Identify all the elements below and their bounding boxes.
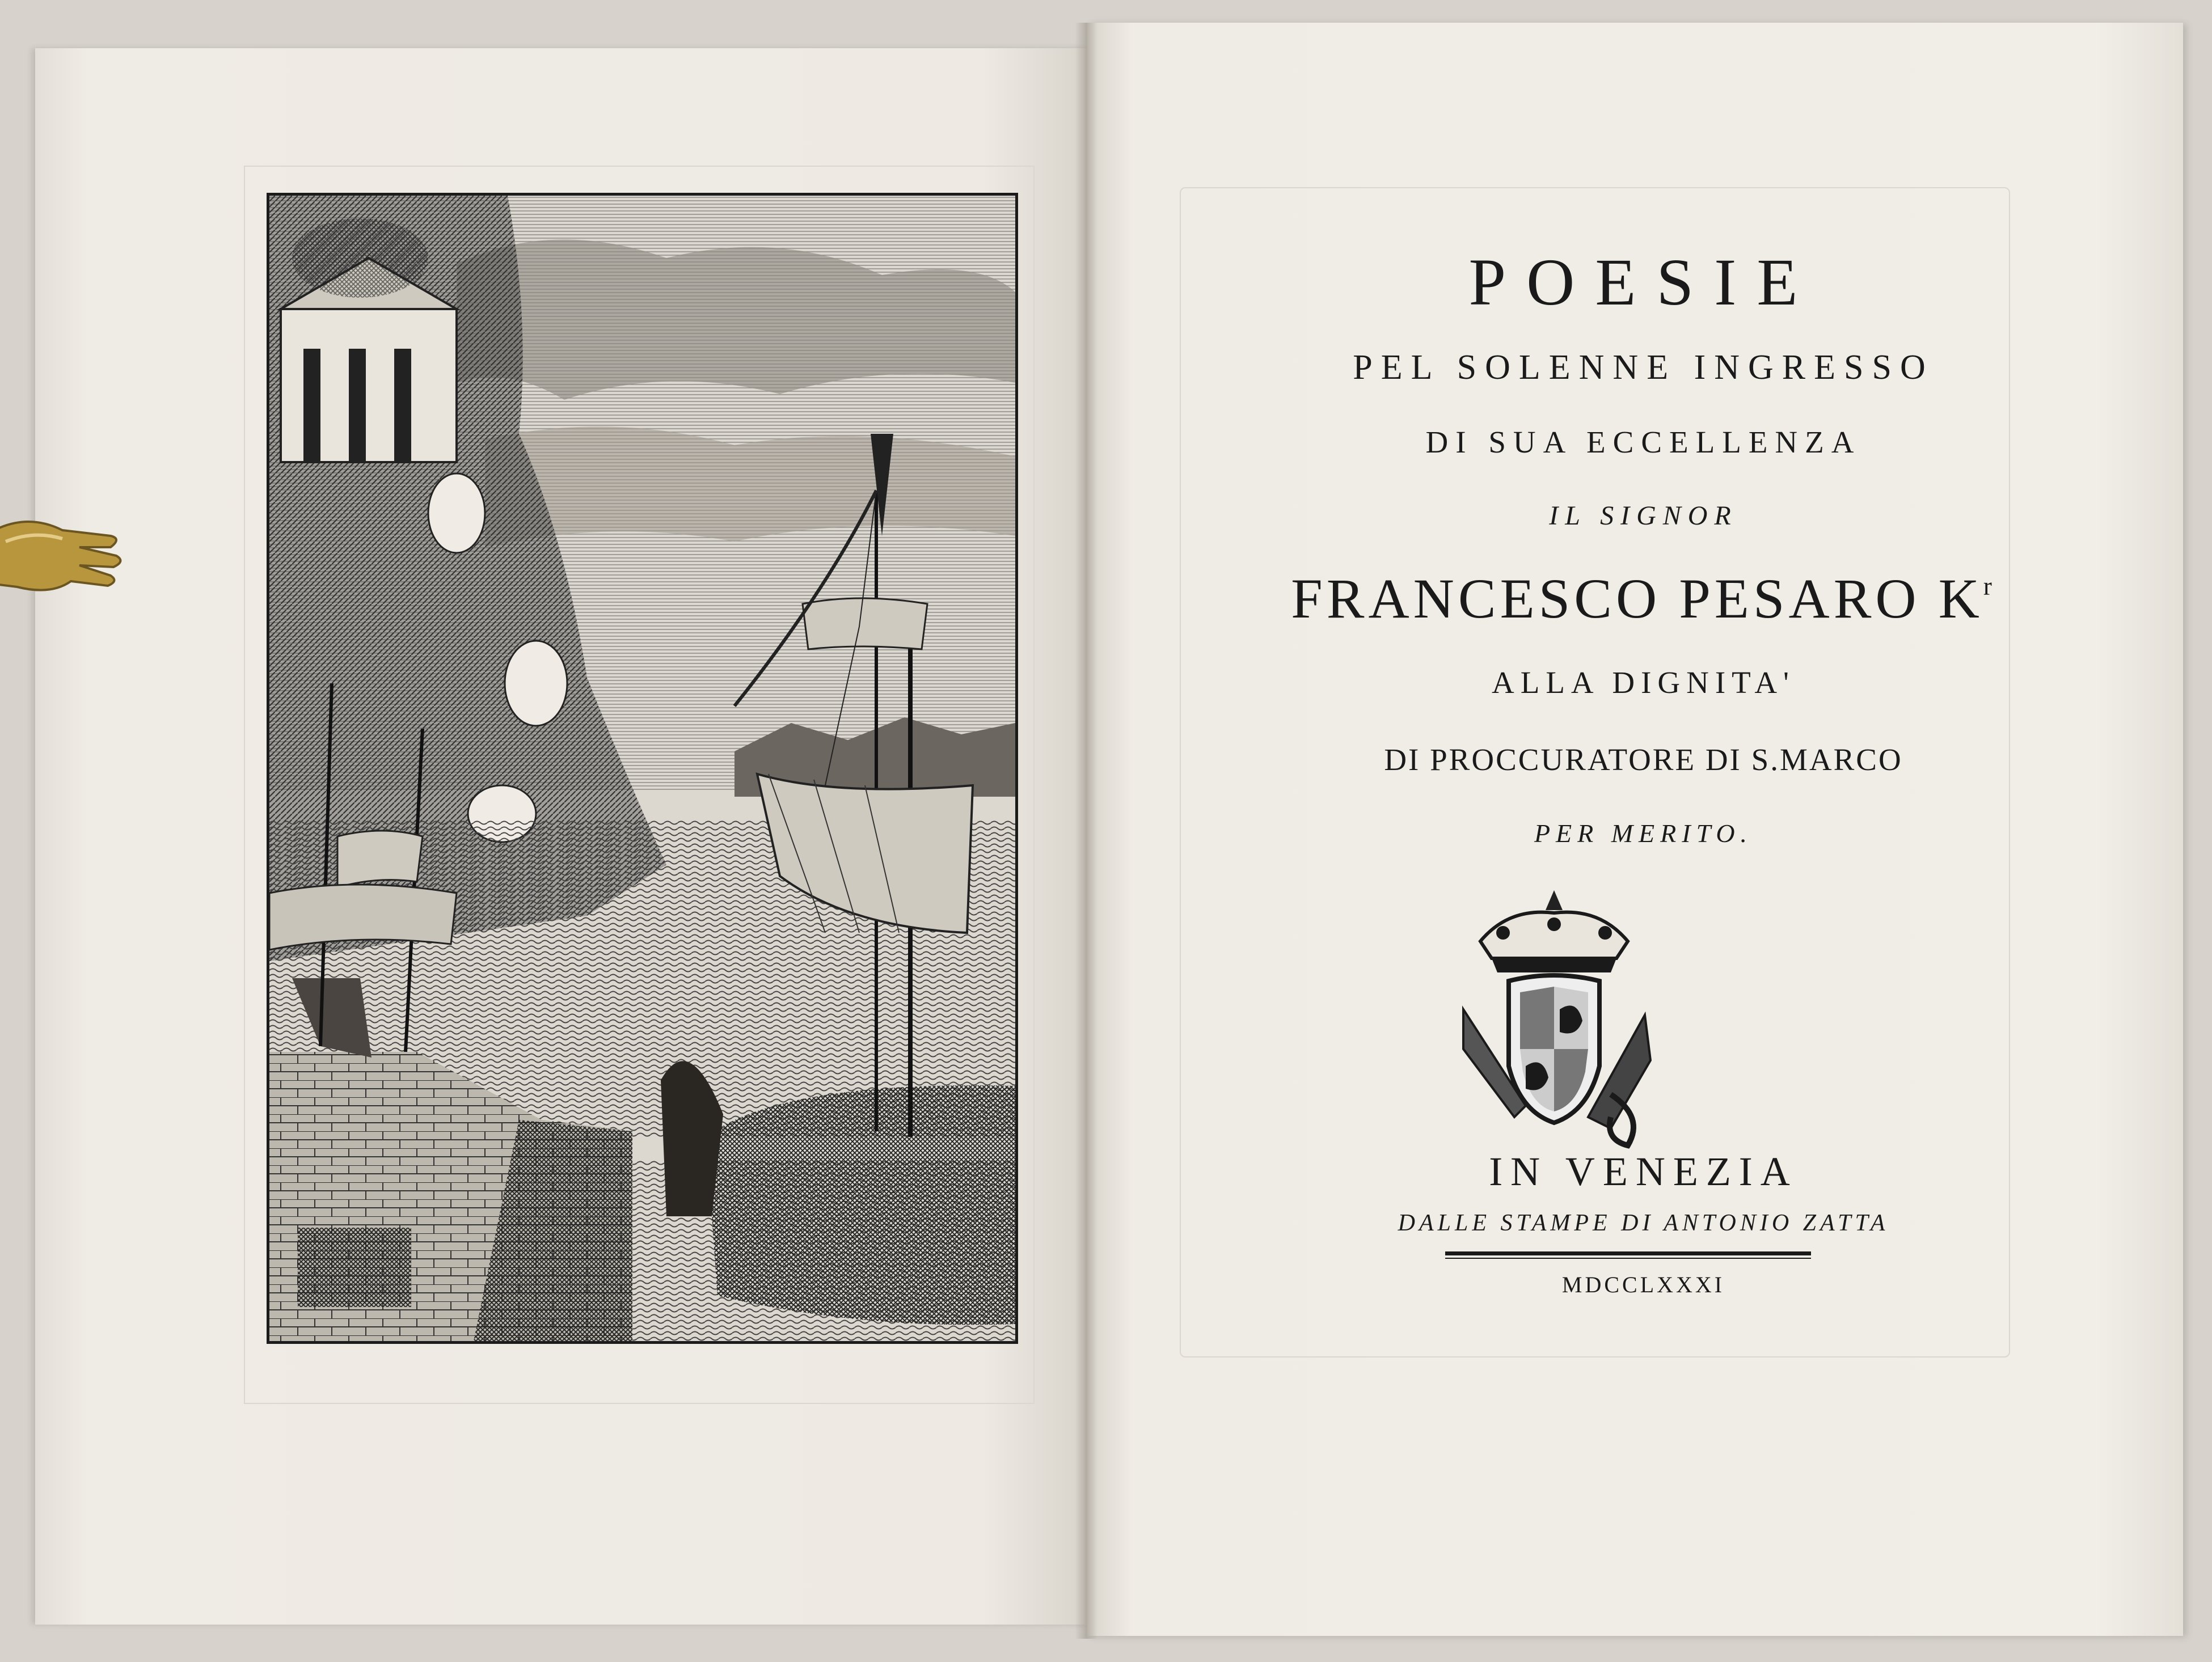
line-year-mdcclxxxi: MDCCLXXXI [1561, 1272, 1725, 1297]
line-sua-eccellenza: DI SUA ECCELLENZA [1425, 425, 1861, 459]
double-rule-thick [1445, 1251, 1811, 1255]
line-per-merito: PER MERITO. [1534, 819, 1753, 848]
brass-page-clip-icon [0, 490, 130, 610]
line-procuratore-san-marco: DI PROCCURATORE DI S.MARCO [1384, 742, 1903, 777]
line-printer-antonio-zatta: DALLE STAMPE DI ANTONIO ZATTA [1398, 1210, 1889, 1236]
book-gutter [1075, 23, 1097, 1639]
line-il-signor: IL SIGNOR [1549, 501, 1738, 531]
name-suffix: r [1983, 572, 1996, 600]
line-francesco-pesaro [1095, 566, 2192, 631]
frontispiece-engraving [267, 193, 1018, 1344]
line-alla-dignita: ALLA DIGNITA' [1492, 665, 1795, 700]
line-in-venezia: IN VENEZIA [1489, 1149, 1798, 1194]
title-poesie: POESIE [1468, 245, 1818, 319]
double-rule-thin [1445, 1258, 1811, 1259]
line-solenne-ingresso: PEL SOLENNE INGRESSO [1353, 348, 1934, 387]
coat-of-arms-icon [1441, 879, 1668, 1157]
name-text: FRANCESCO PESARO K [1291, 567, 1983, 630]
